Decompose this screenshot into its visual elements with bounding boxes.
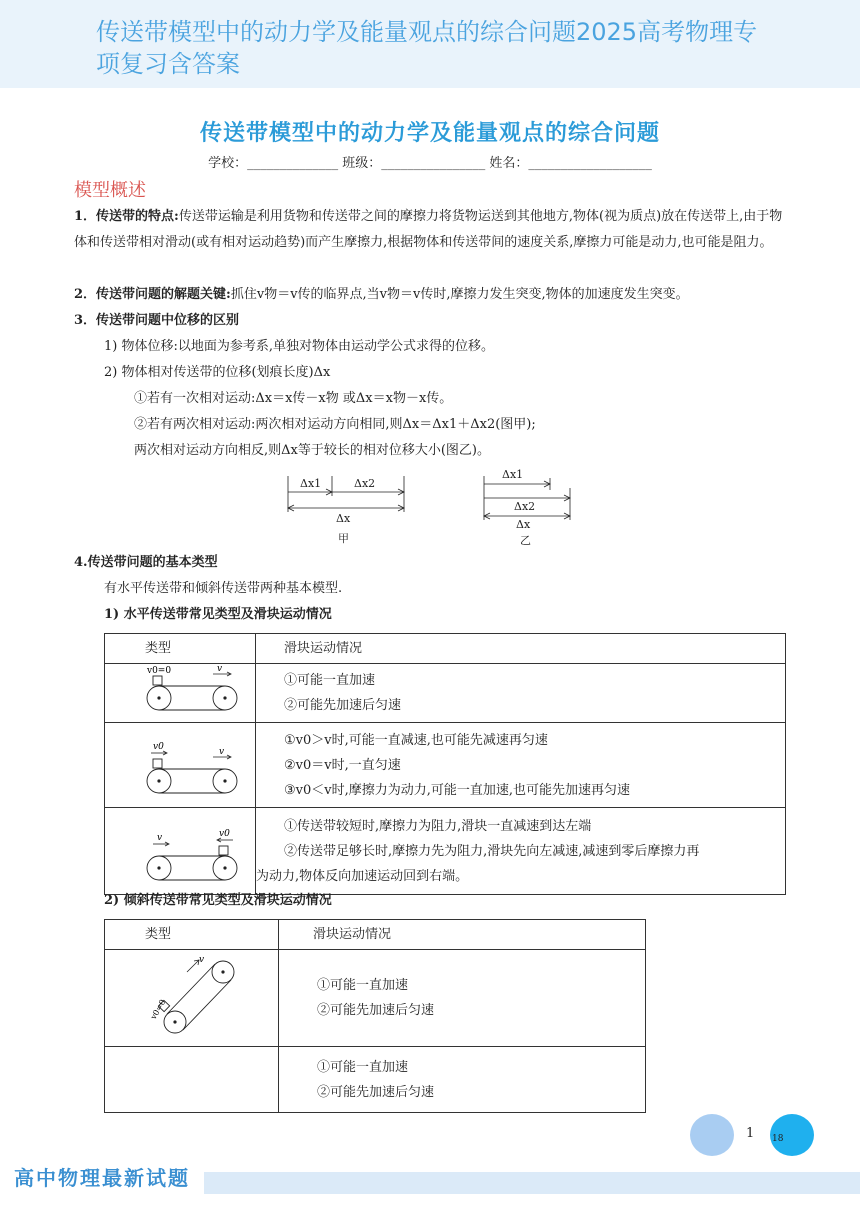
document-title: 传送带模型中的动力学及能量观点的综合问题2025高考物理专项复习含答案 <box>96 18 758 78</box>
table-header-cell: 滑块运动情况 <box>279 920 646 950</box>
item-relative-displacement: 2) 物体相对传送带的位移(划痕长度)Δx <box>104 365 331 380</box>
horizontal-belt-diagram <box>105 723 255 803</box>
svg-text:v0: v0 <box>153 742 164 752</box>
table-row <box>105 1047 646 1113</box>
label-dx2: Δx2 <box>354 477 376 490</box>
svg-text:v0=0: v0=0 <box>147 666 172 676</box>
belt-figure-cell <box>105 664 256 723</box>
motion-description-cell: ①可能一直加速 ②可能先加速后匀速 <box>256 664 786 723</box>
page-number: 1 <box>746 1126 755 1141</box>
label-dx: Δx <box>336 512 351 525</box>
svg-text:v: v <box>199 955 205 965</box>
svg-text:v: v <box>217 664 223 674</box>
svg-text:v: v <box>219 747 225 757</box>
label-dx1: Δx1 <box>300 477 322 490</box>
table-header-cell: 滑块运动情况 <box>256 634 786 664</box>
page-total: 18 <box>772 1134 784 1144</box>
horizontal-belt-heading: 1) 水平传送带常见类型及滑块运动情况 <box>104 607 332 622</box>
table-header-row <box>105 634 786 664</box>
svg-text:v0: v0 <box>219 829 230 839</box>
belt-figure-cell <box>105 1047 279 1113</box>
figure-caption: 乙 <box>520 534 531 547</box>
page-title: 传送带模型中的动力学及能量观点的综合问题 <box>199 121 660 146</box>
horizontal-belt-diagram <box>105 808 255 890</box>
label-dx: Δx <box>516 518 531 531</box>
table-header-row <box>105 920 646 950</box>
inclined-belt-diagram <box>105 950 278 1042</box>
pager-circle-light <box>690 1114 734 1156</box>
table-header-cell: 类型 <box>105 634 256 664</box>
paragraph-displacement <box>74 308 790 334</box>
inclined-belt-heading: 2) 倾斜传送带常见类型及滑块运动情况 <box>104 893 332 908</box>
paragraph-belt-features <box>74 204 790 256</box>
inclined-belt-table <box>104 919 646 1113</box>
motion-description-cell: ①可能一直加速 ②可能先加速后匀速 <box>279 1047 646 1113</box>
label-dx1: Δx1 <box>502 468 524 481</box>
student-info-line: 学校：______________ 班级：________________ 姓名：___________________ <box>208 156 652 171</box>
table-row <box>105 723 786 808</box>
horizontal-belt-diagram <box>105 664 255 718</box>
paragraph-label: 2．传送带问题的解题关键: <box>74 287 231 302</box>
paragraph-label: 3．传送带问题中位移的区别 <box>74 313 240 328</box>
basic-types-text: 有水平传送带和倾斜传送带两种基本模型. <box>104 581 343 596</box>
table-row <box>105 808 786 895</box>
paragraph-label: 1．传送带的特点: <box>74 209 179 224</box>
svg-text:v: v <box>157 833 163 843</box>
paragraph-text: 抓住v物＝v传的临界点,当v物＝v传时,摩擦力发生突变,物体的加速度发生突变。 <box>230 287 689 302</box>
motion-description-cell: ①传送带较短时,摩擦力为阻力,滑块一直减速到达左端 ②传送带足够长时,摩擦力先为阻力,滑块先向左减速,减速到零后摩擦力再 为动力,物体反向加速运动回到右端。 <box>256 808 786 895</box>
motion-description-cell: ①可能一直加速 ②可能先加速后匀速 <box>279 950 646 1047</box>
figure-yi <box>480 466 580 552</box>
item-object-displacement: 1) 物体位移:以地面为参考系,单独对物体由运动学公式求得的位移。 <box>104 339 494 354</box>
case-one-relative: ①若有一次相对运动:Δx＝x传－x物 或Δx＝x物－x传。 <box>134 391 453 406</box>
paragraph-label: 4.传送带问题的基本类型 <box>74 555 218 570</box>
motion-description-cell: ①v0＞v时,可能一直减速,也可能先减速再匀速 ②v0＝v时,一直匀速 ③v0＜v时,摩擦力为动力,可能一直加速,也可能先加速再匀速 <box>256 723 786 808</box>
belt-figure-cell <box>105 950 279 1047</box>
belt-figure-cell <box>105 723 256 808</box>
svg-text:v0=0: v0=0 <box>148 997 168 1021</box>
section-heading: 模型概述 <box>74 180 146 201</box>
horizontal-belt-table <box>104 633 786 895</box>
table-row <box>105 664 786 723</box>
footer-band <box>204 1172 860 1194</box>
figure-jia <box>282 472 412 552</box>
table-header-cell: 类型 <box>105 920 279 950</box>
paragraph-key-points <box>74 282 790 308</box>
case-two-relative: ②若有两次相对运动:两次相对运动方向相同,则Δx＝Δx1＋Δx2(图甲); <box>134 417 536 432</box>
figure-caption: 甲 <box>338 532 349 545</box>
footer-logo: 高中物理最新试题 <box>14 1166 190 1190</box>
case-two-opposite: 两次相对运动方向相反,则Δx等于较长的相对位移大小(图乙)。 <box>134 443 490 458</box>
paragraph-text: 传送带运输是利用货物和传送带之间的摩擦力将货物运送到其他地方,物体(视为质点)放在传送带上,由于物体和传送带相对滑动(或有相对运动趋势)而产生摩擦力,根据物体和传送带间的速度关系,摩擦力可能是动力,也可能是阻力。 <box>74 209 783 250</box>
label-dx2: Δx2 <box>514 500 536 513</box>
table-row <box>105 950 646 1047</box>
belt-figure-cell <box>105 808 256 895</box>
paragraph-basic-types <box>74 550 790 576</box>
